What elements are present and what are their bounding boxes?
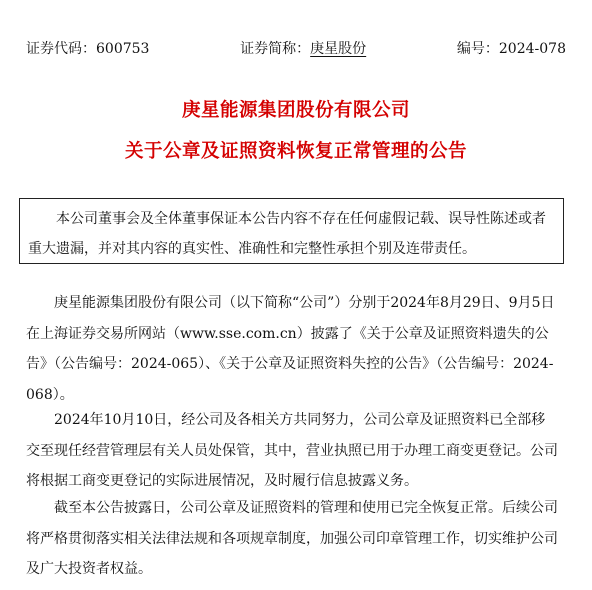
announcement-number xyxy=(457,38,566,58)
stock-name-label: 证券简称： xyxy=(240,41,311,57)
body-paragraph: 2024年10月10日，经公司及各相关方共同努力，公司公章及证照资料已全部移交至现任经营管理层有关人员处保管，其中，营业执照已用于办理工商变更登记。公司将根据工商变更登记的实际进展情况，及时履行信息披露义务。 xyxy=(26,412,558,489)
stock-code-value: 600753 xyxy=(96,41,150,57)
announcement-number-label: 编号： xyxy=(456,41,499,57)
company-title: 庚星能源集团股份有限公司 xyxy=(181,100,410,121)
stock-code xyxy=(26,38,149,58)
document-header xyxy=(26,38,566,58)
announcement-title: 关于公章及证照资料恢复正常管理的公告 xyxy=(124,141,467,162)
board-guarantee-notice: 本公司董事会及全体董事保证本公告内容不存在任何虚假记载、误导性陈述或者重大遗漏，并对其内容的真实性、准确性和完整性承担个别及连带责任。 xyxy=(19,198,564,264)
stock-name-value: 庚星股份 xyxy=(310,41,367,57)
stock-code-label: 证券代码： xyxy=(26,41,96,57)
body-paragraph: 庚星能源集团股份有限公司（以下简称“公司”）分别于2024年8月29日、9月5日在上海证券交易所网站（www.sse.com.cn）披露了《关于公章及证照资料遗失的公告》（公告编号：2024-065）、《关于公章及证照资料失控的公告》（公告编号：2024-068）。 xyxy=(26,295,555,403)
announcement-number-value: 2024-078 xyxy=(498,41,566,57)
body-paragraph: 截至本公告披露日，公司公章及证照资料的管理和使用已完全恢复正常。后续公司将严格贯彻落实相关法律法规和各项规章制度，加强公司印章管理工作，切实维护公司及广大投资者权益。 xyxy=(26,500,558,577)
stock-name xyxy=(240,38,366,58)
